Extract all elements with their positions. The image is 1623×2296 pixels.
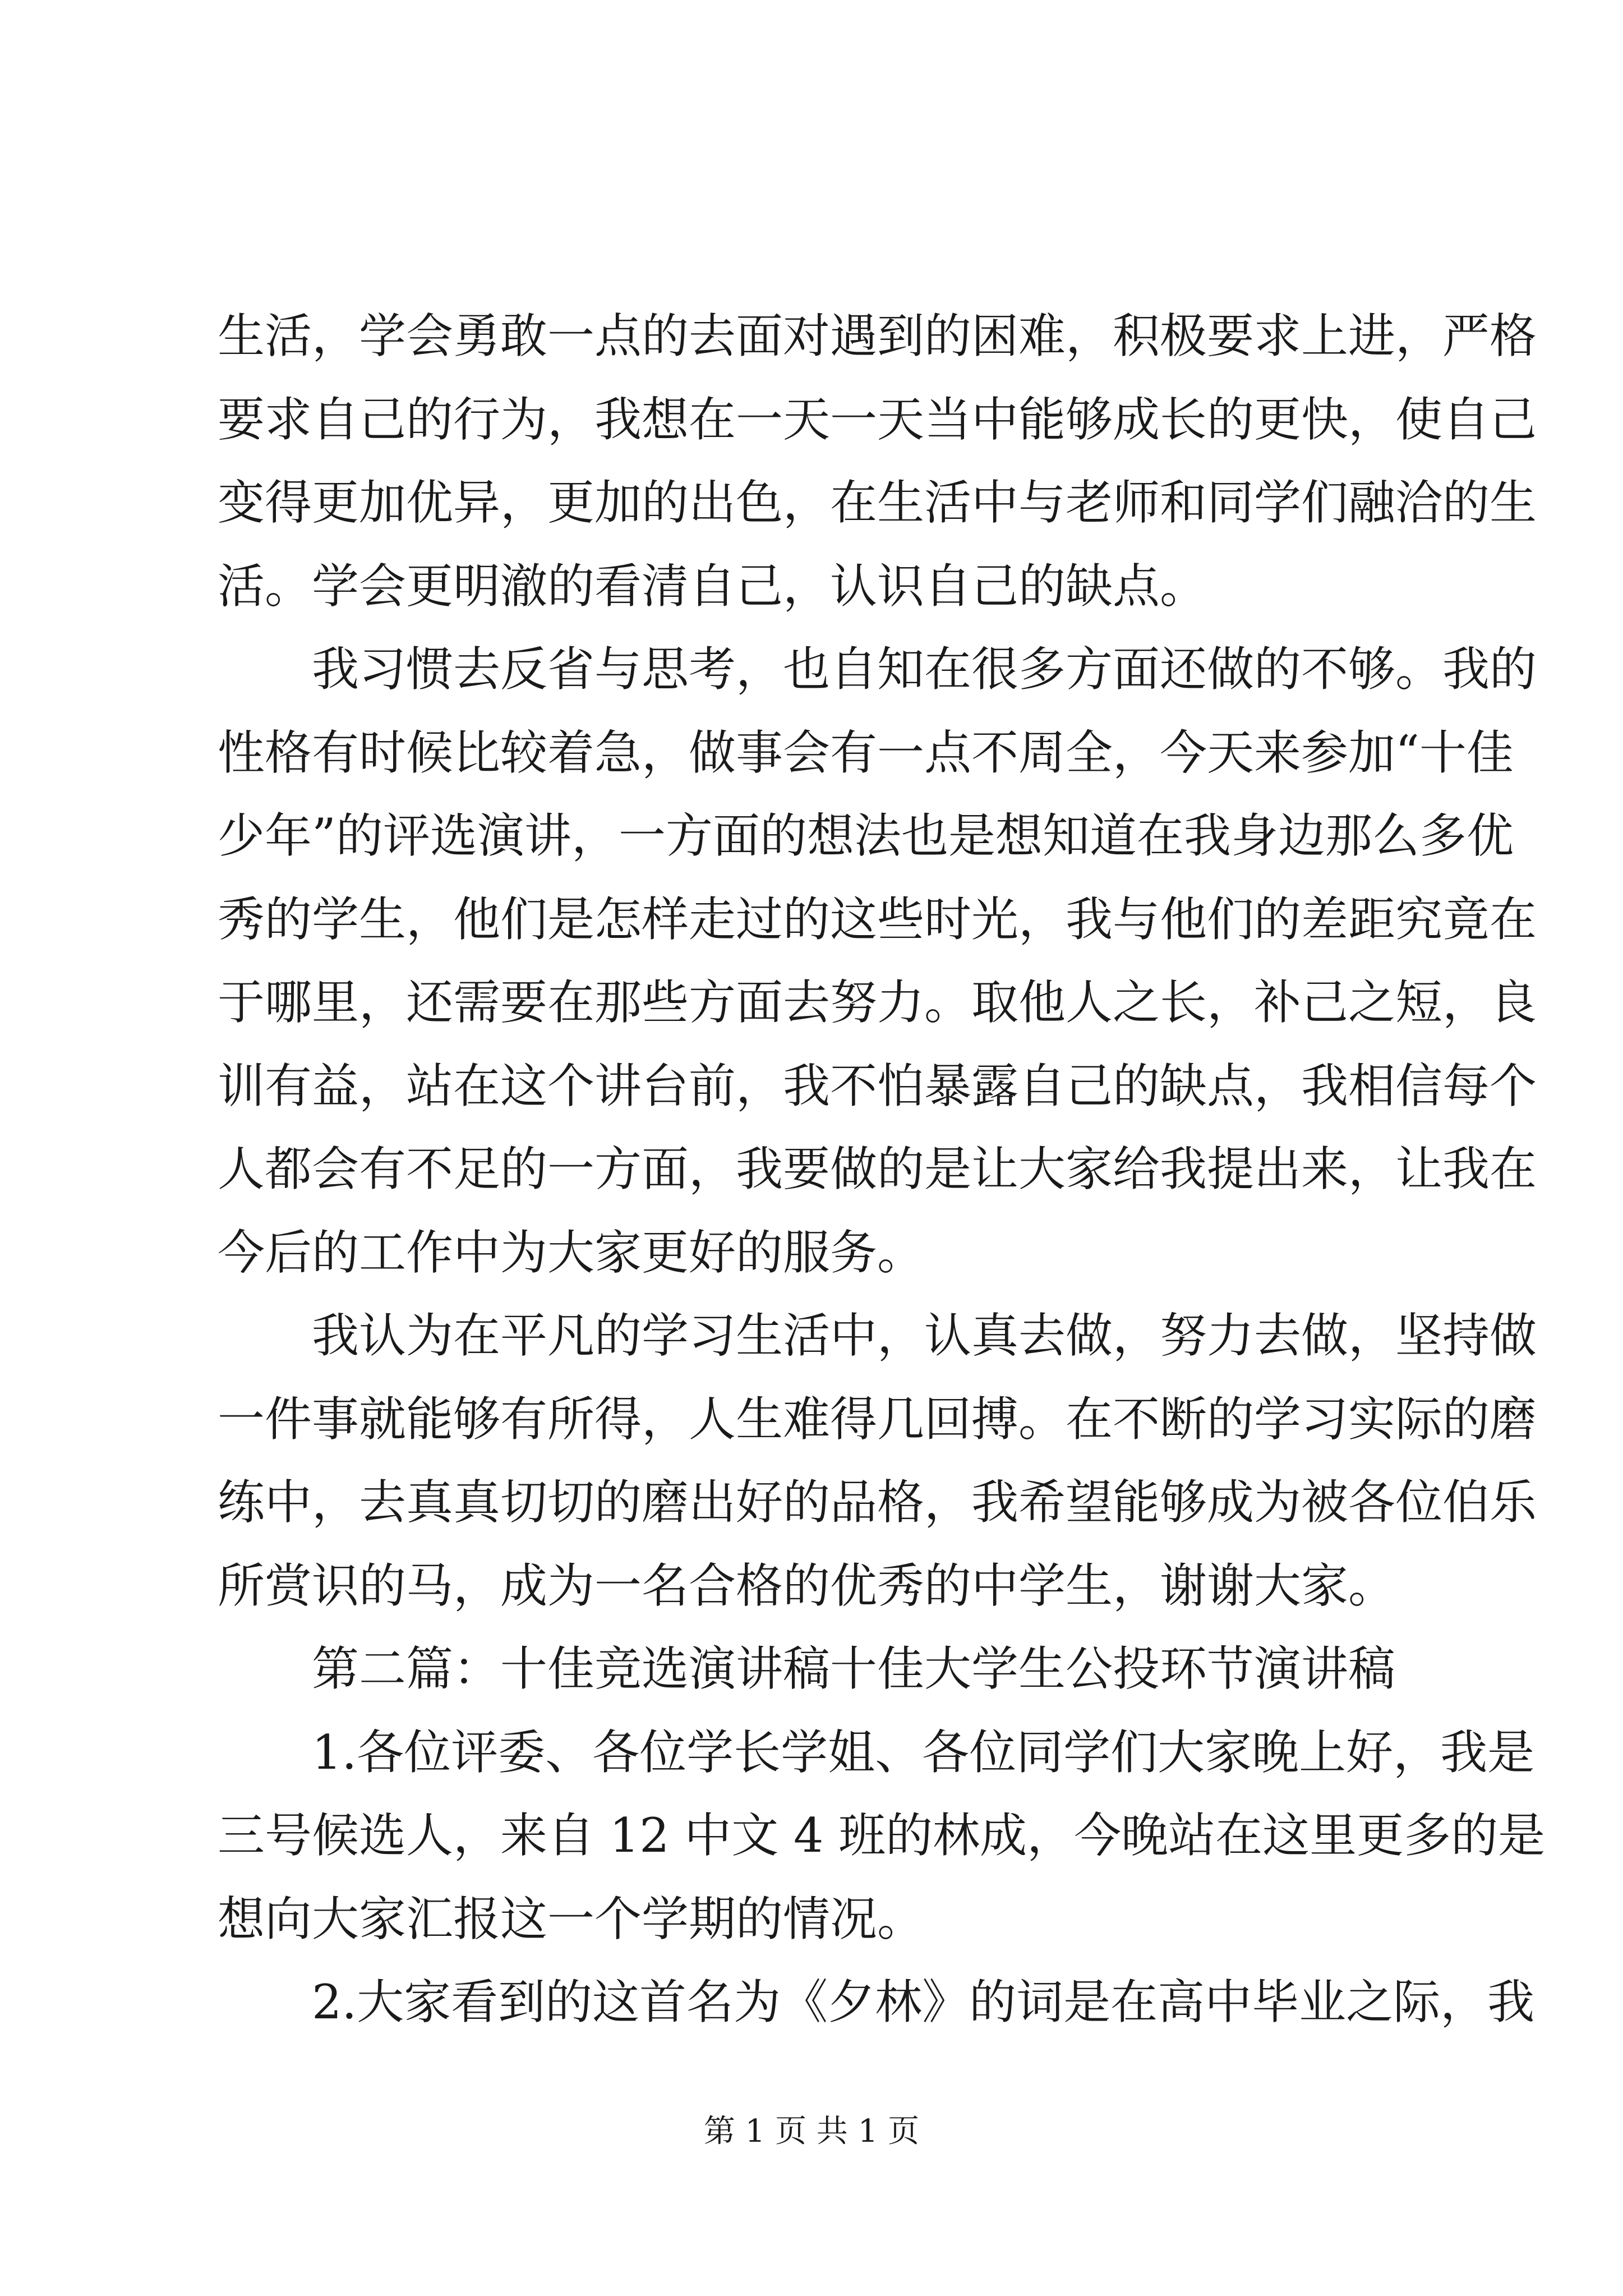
text-line-11: 人都会有不足的一方面，我要做的是让大家给我提出来，让我在 bbox=[218, 1142, 1537, 1197]
text-line-14: 一件事就能够有所得，人生难得几回搏。在不断的学习实际的磨 bbox=[218, 1391, 1537, 1447]
text-line-18: 1.各位评委、各位学长学姐、各位同学们大家晚上好，我是 bbox=[312, 1724, 1535, 1780]
text-line-15: 练中，去真真切切的磨出好的品格，我希望能够成为被各位伯乐 bbox=[218, 1475, 1537, 1530]
text-line-16: 所赏识的马，成为一名合格的优秀的中学生，谢谢大家。 bbox=[218, 1558, 1396, 1613]
text-line-21: 2.大家看到的这首名为《夕林》的词是在高中毕业之际，我 bbox=[312, 1975, 1535, 2030]
text-line-10: 训有益，站在这个讲台前，我不怕暴露自己的缺点，我相信每个 bbox=[218, 1058, 1537, 1114]
section-heading: 第二篇：十佳竞选演讲稿十佳大学生公投环节演讲稿 bbox=[312, 1641, 1396, 1696]
text-line-4: 活。学会更明澈的看清自己，认识自己的缺点。 bbox=[218, 558, 1207, 614]
body-text bbox=[218, 295, 1546, 2044]
text-line-12: 今后的工作中为大家更好的服务。 bbox=[218, 1225, 925, 1280]
text-line-1: 生活，学会勇敢一点的去面对遇到的困难，积极要求上进，严格 bbox=[218, 309, 1537, 364]
text-line-20: 想向大家汇报这一个学期的情况。 bbox=[218, 1891, 925, 1947]
text-line-13: 我认为在平凡的学习生活中，认真去做，努力去做，坚持做 bbox=[312, 1308, 1537, 1363]
text-line-19: 三号候选人，来自 12 中文 4 班的林成，今晚站在这里更多的是 bbox=[218, 1808, 1546, 1863]
text-line-8: 秀的学生，他们是怎样走过的这些时光，我与他们的差距究竟在 bbox=[218, 891, 1537, 947]
text-line-3: 变得更加优异，更加的出色，在生活中与老师和同学们融洽的生 bbox=[218, 475, 1537, 530]
text-line-5: 我习惯去反省与思考，也自知在很多方面还做的不够。我的 bbox=[312, 642, 1537, 697]
text-line-2: 要求自己的行为，我想在一天一天当中能够成长的更快，使自己 bbox=[218, 392, 1537, 447]
text-line-9: 于哪里，还需要在那些方面去努力。取他人之长，补己之短，良 bbox=[218, 975, 1537, 1030]
text-line-6: 性格有时候比较着急，做事会有一点不周全，今天来参加“十佳 bbox=[218, 725, 1514, 780]
page-footer: 第 1 页 共 1 页 bbox=[703, 2113, 920, 2150]
text-line-7: 少年”的评选演讲，一方面的想法也是想知道在我身边那么多优 bbox=[218, 808, 1514, 863]
